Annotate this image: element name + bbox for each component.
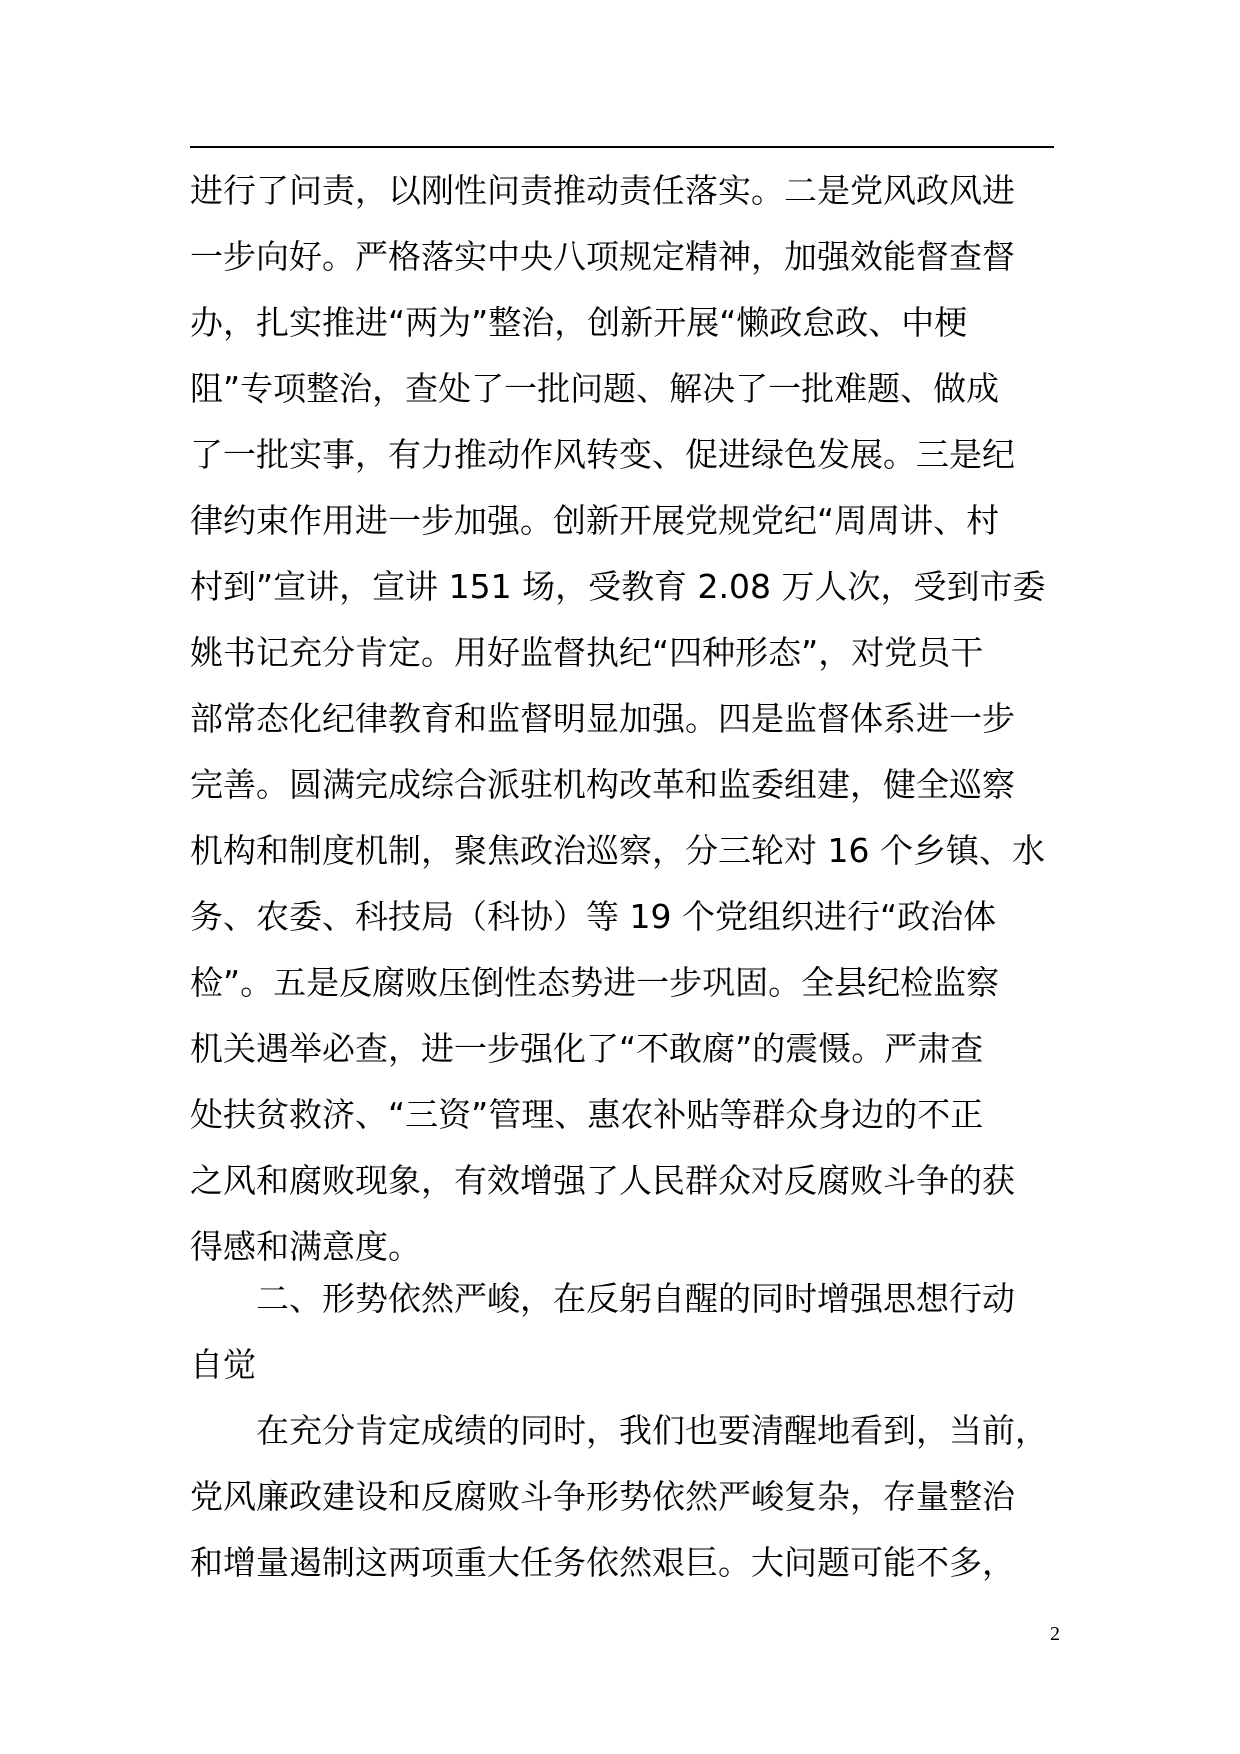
text-line: 在充分肯定成绩的同时，我们也要清醒地看到，当前， bbox=[256, 1411, 1048, 1450]
text-line: 进行了问责，以刚性问责推动责任落实。二是党风政风进 bbox=[190, 171, 1015, 210]
text-line: 处扶贫救济、“三资”管理、惠农补贴等群众身边的不正 bbox=[190, 1095, 984, 1134]
heading-line: 二、形势依然严峻，在反躬自醒的同时增强思想行动 bbox=[256, 1279, 1015, 1318]
text-line: 和增量遏制这两项重大任务依然艰巨。大问题可能不多， bbox=[190, 1543, 1015, 1582]
text-line: 得感和满意度。 bbox=[190, 1227, 421, 1266]
text-line: 部常态化纪律教育和监督明显加强。四是监督体系进一步 bbox=[190, 699, 1015, 738]
heading-line: 自觉 bbox=[190, 1345, 256, 1384]
text-line: 律约束作用进一步加强。创新开展党规党纪“周周讲、村 bbox=[190, 501, 1000, 540]
paragraph-situation bbox=[190, 1398, 1090, 1596]
text-line: 机关遇举必查，进一步强化了“不敢腐”的震慑。严肃查 bbox=[190, 1029, 984, 1068]
text-line: 党风廉政建设和反腐败斗争形势依然严峻复杂，存量整治 bbox=[190, 1477, 1015, 1516]
text-line: 之风和腐败现象，有效增强了人民群众对反腐败斗争的获 bbox=[190, 1161, 1015, 1200]
page-number: 2 bbox=[1050, 1623, 1060, 1645]
text-line: 检”。五是反腐败压倒性态势进一步巩固。全县纪检监察 bbox=[190, 963, 1000, 1002]
section-heading bbox=[190, 1266, 1090, 1398]
text-line: 务、农委、科技局（科协）等 19 个党组织进行“政治体 bbox=[190, 897, 997, 936]
text-line: 办，扎实推进“两为”整治，创新开展“懒政怠政、中梗 bbox=[190, 303, 968, 342]
text-line: 一步向好。严格落实中央八项规定精神，加强效能督查督 bbox=[190, 237, 1015, 276]
header-rule bbox=[190, 146, 1054, 148]
text-line: 村到”宣讲，宣讲 151 场，受教育 2.08 万人次，受到市委 bbox=[190, 567, 1046, 606]
text-line: 阻”专项整治，查处了一批问题、解决了一批难题、做成 bbox=[190, 369, 1000, 408]
text-line: 机构和制度机制，聚焦政治巡察，分三轮对 16 个乡镇、水 bbox=[190, 831, 1045, 870]
paragraph-achievements bbox=[190, 158, 1090, 1280]
text-line: 完善。圆满完成综合派驻机构改革和监委组建，健全巡察 bbox=[190, 765, 1015, 804]
text-line: 了一批实事，有力推动作风转变、促进绿色发展。三是纪 bbox=[190, 435, 1015, 474]
text-line: 姚书记充分肯定。用好监督执纪“四种形态”，对党员干 bbox=[190, 633, 984, 672]
